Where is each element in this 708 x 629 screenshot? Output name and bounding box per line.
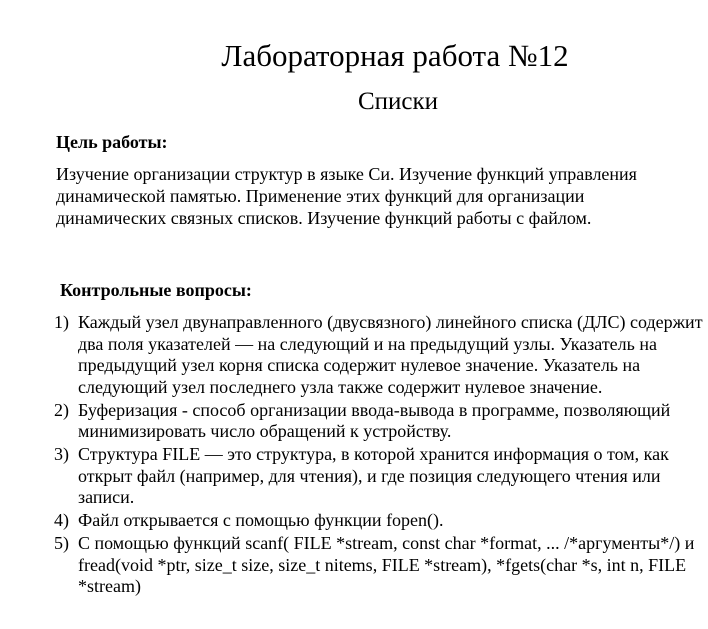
- goal-text: Изучение организации структур в языке Си. Изучение функций управления динамической памятью. Применение этих функций для организации динамических связных списков. Изучение функций работы с файлом.: [56, 164, 637, 228]
- question-number: 4): [54, 510, 69, 530]
- question-number: 3): [54, 444, 69, 464]
- question-item: [54, 400, 704, 443]
- question-text: Каждый узел двунаправленного (двусвязного) линейного списка (ДЛС) содержит два поля указателей — на следующий и на предыдущий узлы. Указатель на предыдущий узел корня списка содержит нулевое значение. Указатель на следующий узел последнего узла также содержит нулевое значение.: [78, 312, 703, 397]
- question-number: 2): [54, 399, 69, 420]
- document-subtitle: Списки: [357, 88, 439, 115]
- questions-heading: Контрольные вопросы:: [60, 280, 252, 300]
- question-text: Файл открывается с помощью функции fopen().: [78, 510, 444, 530]
- question-item: [54, 533, 704, 598]
- question-text: Структура FILE — это структура, в которой хранится информация о том, как открыт файл (например, для чтения), и где позиция следующего чтения или записи.: [78, 444, 669, 507]
- question-item: [54, 510, 704, 532]
- question-number: 5): [54, 533, 69, 553]
- question-text: Буферизация - способ организации ввода-вывода в программе, позволяющий минимизировать число обращений к устройству.: [78, 399, 671, 441]
- questions-list: [54, 312, 704, 599]
- question-number: 1): [54, 312, 69, 332]
- question-text: С помощью функций scanf( FILE *stream, const char *format, ... /*аргументы*/) и fread(void *ptr, size_t size, size_t nitems, FILE *stream), *fgets(char *s, int n, FILE *stream): [78, 533, 695, 596]
- question-item: [54, 444, 704, 509]
- goal-heading: Цель работы:: [56, 132, 168, 152]
- question-item: [54, 312, 704, 398]
- document-title: Лабораторная работа №12: [221, 38, 569, 73]
